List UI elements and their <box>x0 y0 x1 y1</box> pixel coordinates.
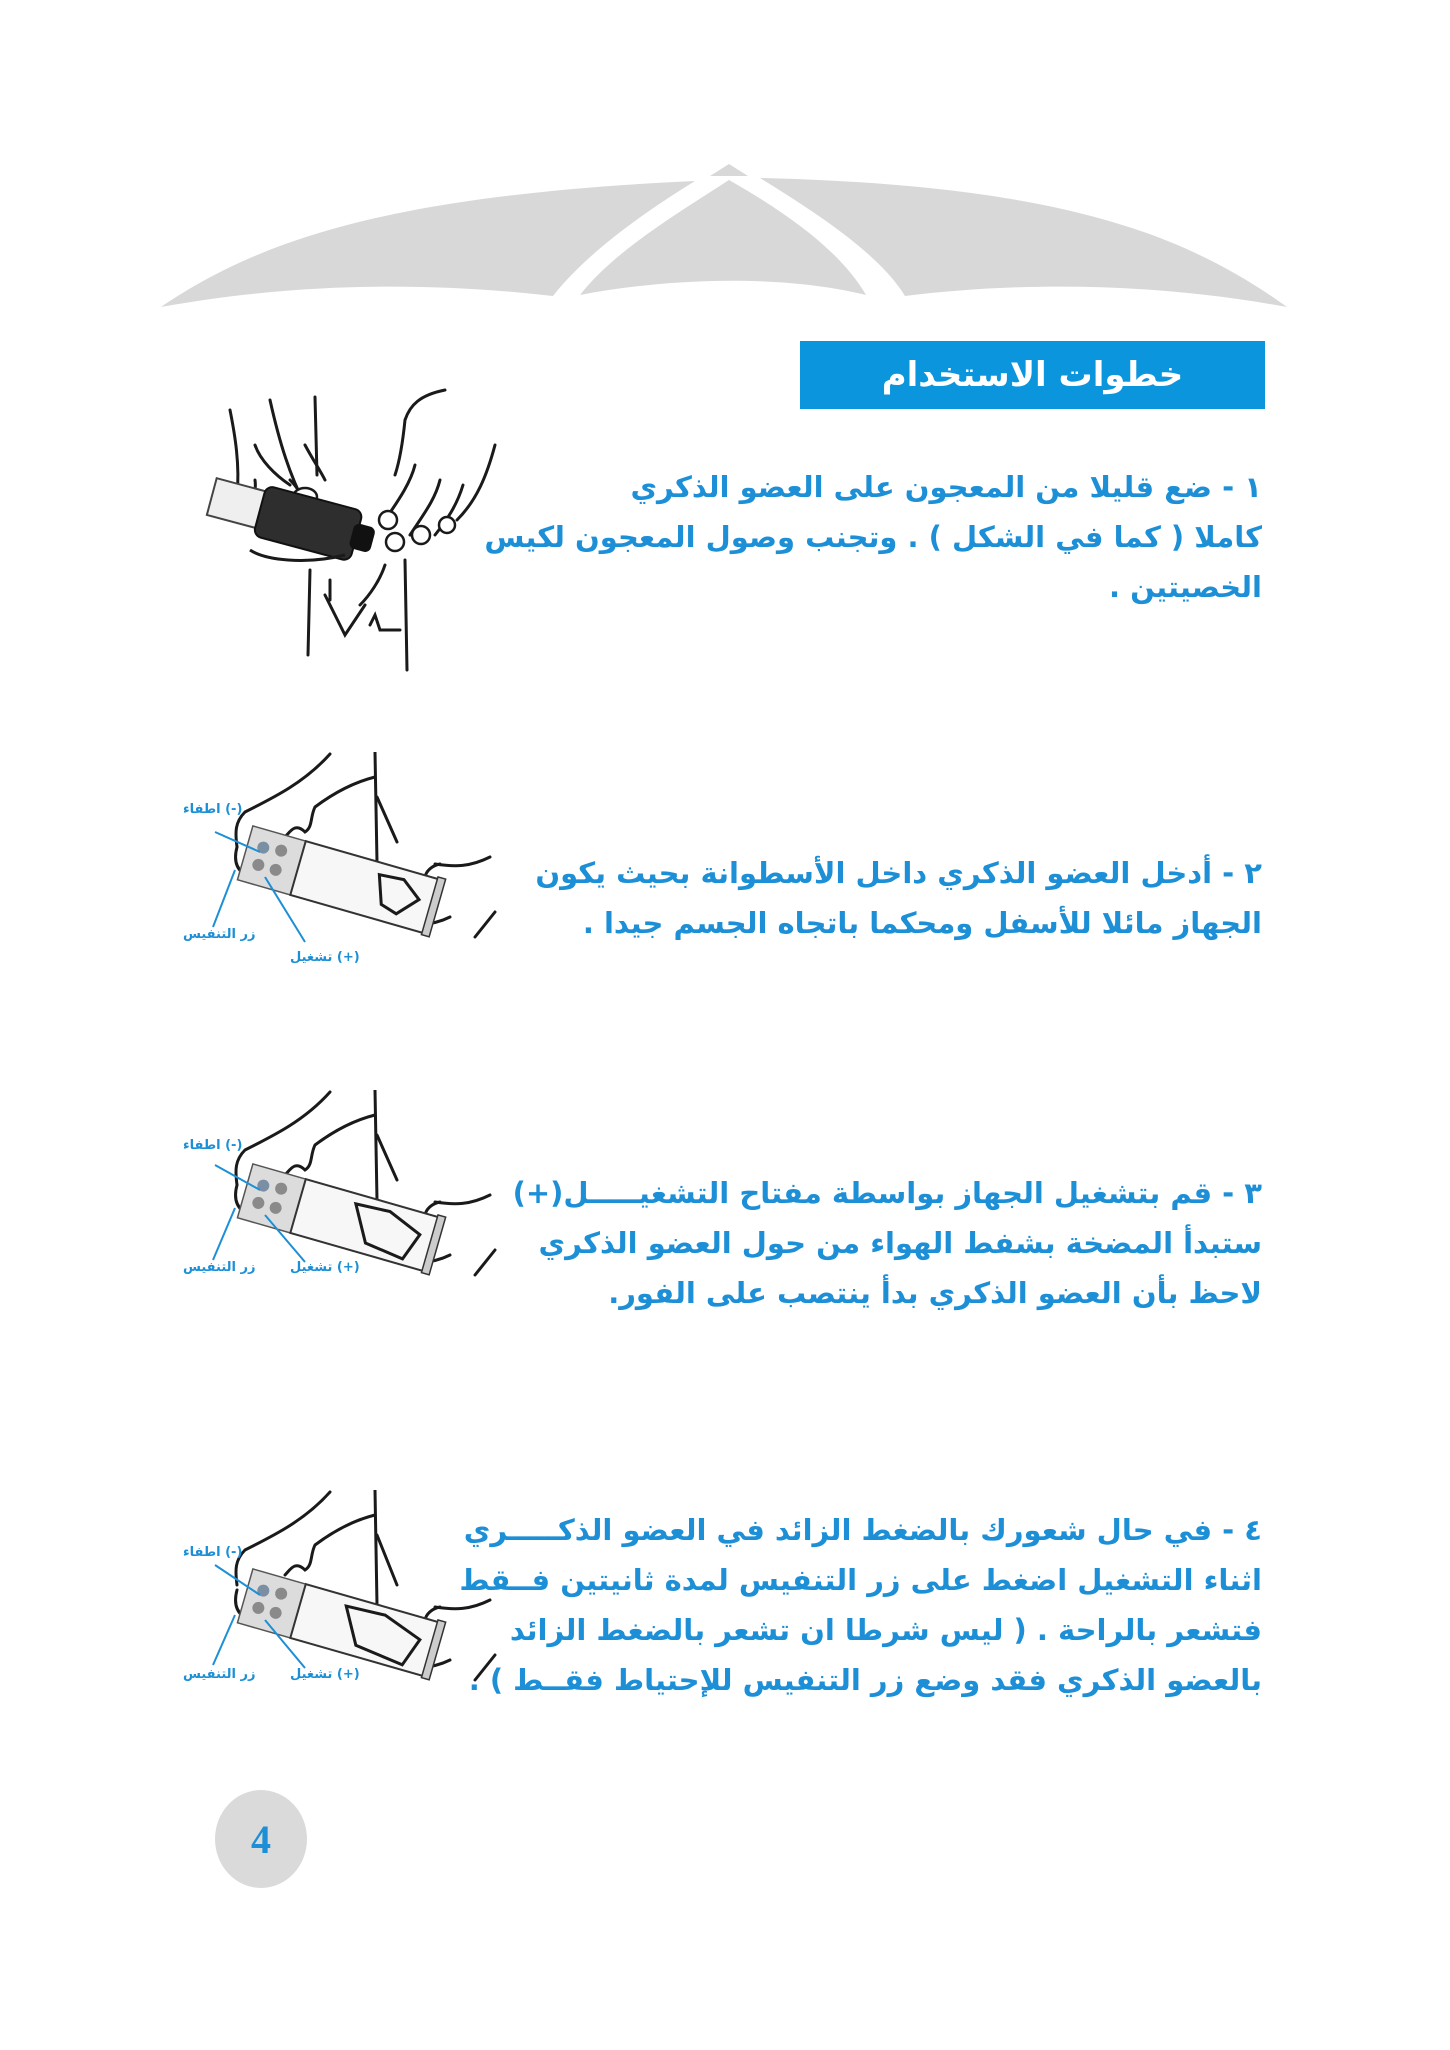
step-4-text <box>459 1505 1262 1705</box>
label-on-button: (+) تشغيل <box>290 950 360 965</box>
label-release-button: زر التنفيس <box>183 1667 256 1682</box>
step-line: بالعضو الذكري فقد وضع زر التنفيس للإحتياط فقــط ) . <box>468 1663 1262 1697</box>
label-release-button: زر التنفيس <box>183 1260 256 1275</box>
label-off-button: (-) اطفاء <box>183 802 243 817</box>
figure-step-4 <box>175 1490 505 1690</box>
umbrella-tip <box>710 164 748 176</box>
section-title: خطوات الاستخدام <box>881 355 1184 395</box>
step-2-text <box>502 848 1262 948</box>
figure-step-1 <box>195 385 515 675</box>
umbrella-header-graphic <box>0 0 1450 320</box>
label-on-button: (+) تشغيل <box>290 1260 360 1275</box>
label-off-button: (-) اطفاء <box>183 1545 243 1560</box>
pump-insertion-illustration <box>175 752 505 952</box>
page-number-badge <box>215 1790 307 1888</box>
step-line: فتشعر بالراحة . ( ليس شرطا ان تشعر بالضغط الزائد <box>509 1613 1262 1647</box>
step-line: لاحظ بأن العضو الذكري بدأ ينتصب على الفور. <box>608 1276 1262 1310</box>
step-line: ٢ - أدخل العضو الذكري داخل الأسطوانة بحيث يكون <box>535 856 1262 890</box>
step-3-text <box>502 1168 1262 1318</box>
page-number: 4 <box>251 1816 271 1862</box>
step-line: اثناء التشغيل اضغط على زر التنفيس لمدة ثانيتين فــقط <box>459 1563 1262 1597</box>
label-off-button: (-) اطفاء <box>183 1138 243 1153</box>
step-line: ١ - ضع قليلا من المعجون على العضو الذكري <box>630 470 1262 504</box>
applying-paste-illustration <box>195 385 515 675</box>
step-line: ٤ - في حال شعورك بالضغط الزائد في العضو الذكـــــري <box>463 1513 1262 1547</box>
step-line: الجهاز مائلا للأسفل ومحكما باتجاه الجسم جيدا . <box>582 906 1262 940</box>
step-1-text <box>484 462 1262 612</box>
section-title-bar <box>800 341 1265 409</box>
step-line: ستبدأ المضخة بشفط الهواء من حول العضو الذكري <box>538 1226 1262 1260</box>
step-line: كاملا ( كما في الشكل ) . وتجنب وصول المعجون لكيس <box>484 520 1262 554</box>
pump-release-illustration <box>175 1490 505 1690</box>
label-release-button: زر التنفيس <box>183 927 256 942</box>
figure-step-3 <box>175 1090 505 1290</box>
label-on-button: (+) تشغيل <box>290 1667 360 1682</box>
figure-step-2 <box>175 752 505 965</box>
step-line: ٣ - قم بتشغيل الجهاز بواسطة مفتاح التشغيـــــل(+) <box>512 1176 1262 1210</box>
step-line: الخصيتين . <box>1108 570 1262 604</box>
